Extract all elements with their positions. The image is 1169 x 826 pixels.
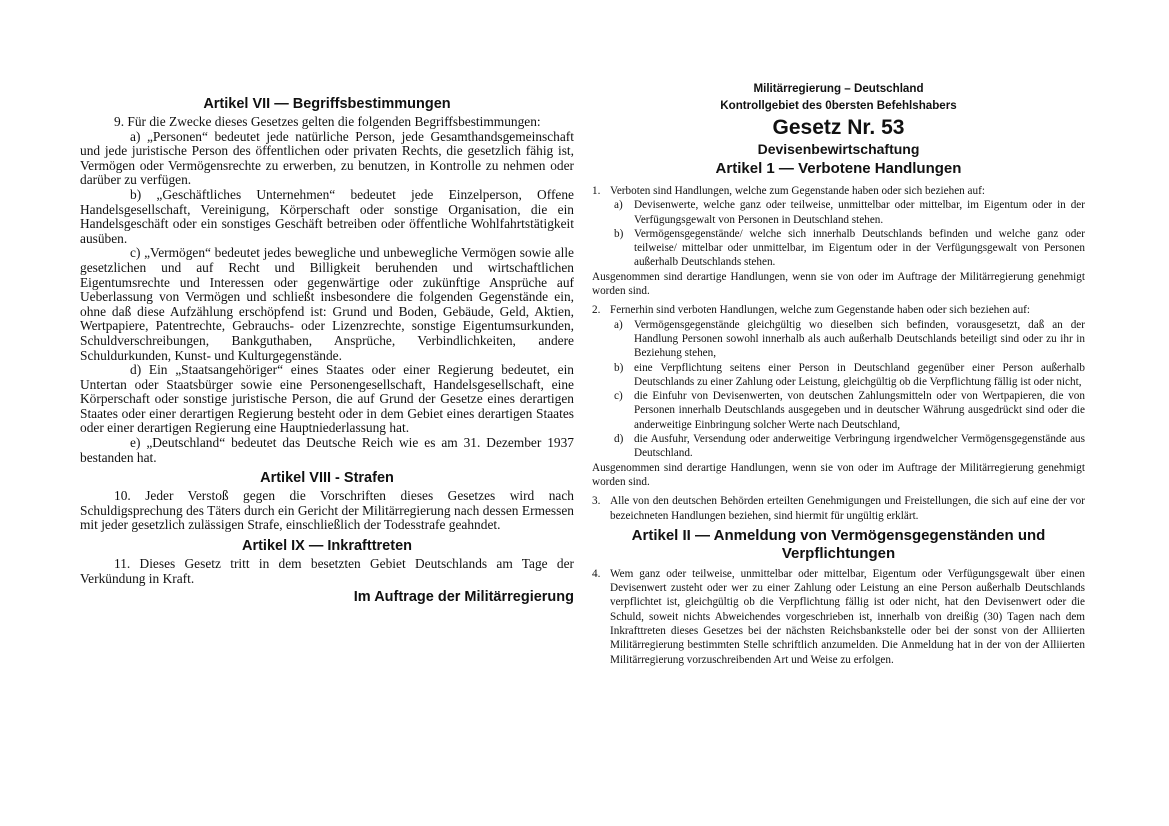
definition-b: b) „Geschäftliches Unternehmen“ bedeutet jede Einzelperson, Offene Handelsgesellschaft, Vereinigung, Körperschaft oder sonstige Organisation, die ein Handelsgeschäft oder ein sonstiges Geschäft betreiben oder öffentliche Wohlfahrtstätigkeit ausüben. [80, 186, 574, 246]
paragraph-1-exception: Ausgenommen sind derartige Handlungen, wenn sie von oder im Auftrage der Militärregierung genehmigt worden sind. [592, 270, 1085, 298]
article-9-heading: Artikel IX — Inkrafttreten [241, 538, 412, 555]
paragraph-1-item-a [614, 198, 1085, 227]
paragraph-2-item-c [614, 389, 1085, 432]
definition-a: a) „Personen“ bedeutet jede natürliche Person, jede Gesamthandsgemeinschaft und jede juristische Person des öffentlichen oder privaten Rechts, die gesetzlich fähig ist, Vermögen oder Vermögensrechte zu erwerben, zu benutzen, in Kontrolle zu nehmen oder darüber zu verfügen. [80, 128, 574, 188]
item-text: die Ausfuhr, Versendung oder anderweitige Verbringung irgendwelcher Vermögensgegenstände aus Deutschland. [634, 433, 1085, 460]
definition-c: c) „Vermögen“ bedeutet jedes bewegliche und unbewegliche Vermögen sowie alle gesetzlichen und auf Recht und Billigkeit beruhenden und wirtschaftlichen Eigentumsrechte und Interessen oder gegenwärtige oder zukünftige Ansprüche auf Ueberlassung von Vermögen und schließt insbesondere die folgenden Gegenstände ein, ohne daß diese Aufzählung erschöpfend ist: Grund und Boden, Gebäude, Geld, Aktien, Wertpapiere, Patentrechte, Gebrauchs- oder Lizenzrechte, sonstige Eigentumsurkunden, Schuldverschreibungen, Bankguthaben, Ansprüche, Verbindlichkeiten, andere Schuldurkunden, Kunst- und Kulturgegenstände. [80, 245, 574, 363]
paragraph-9-intro: 9. Für die Zwecke dieses Gesetzes gelten die folgenden Begriffsbestimmungen: [114, 114, 541, 129]
article-1-heading: Artikel 1 — Verbotene Handlungen [715, 160, 962, 177]
law-title: Gesetz Nr. 53 [772, 116, 905, 139]
paragraph-3-number: 3. [592, 495, 601, 508]
paragraph-1-number: 1. [592, 185, 601, 197]
item-label: c) [614, 390, 623, 403]
item-label: b) [614, 361, 624, 374]
paragraph-3-text: Alle von den deutschen Behörden erteilten Genehmigungen und Freistellungen, die sich auf eine der vor bezeichneten Handlungen beziehen, sind hiermit für ungültig erklärt. [610, 495, 1085, 522]
paragraph-2-item-d [614, 432, 1085, 461]
paragraph-2-item-a [614, 318, 1085, 361]
paragraph-4-text: Wem ganz oder teilweise, unmittelbar oder mittelbar, Eigentum oder Verfügungsgewalt über einen Devisenwert zusteht oder wer zu einer Zahlung oder Leistung an eine Person außerhalb Deutschlands verpflichtet ist, gleichgültig ob die Verpflichtung fällig ist oder nicht, hat den Devisenwert oder die Schuld, soweit nichts Abweichendes vorgeschrieben ist, innerhalb von dreißig (30) Tagen nach dem Inkrafttreten dieses Gesetzes bei der nächsten Reichsbankstelle oder bei der sonst von der Alliierten Militärregierung bestimmten Stelle schriftlich anzumelden. Die Anmeldung hat in der von der Alliierten Militärregierung vorzuschreibenden Art und Weise zu erfolgen. [610, 567, 1085, 666]
item-label: d) [614, 433, 624, 446]
paragraph-2-item-b [614, 361, 1085, 390]
header-control-area: Kontrollgebiet des 0bersten Befehlshabers [720, 99, 957, 112]
article-2-heading: Artikel II — Anmeldung von Vermögensgegenständen und Verpflichtungen [631, 526, 1046, 562]
article-8-heading: Artikel VIII - Strafen [260, 470, 394, 487]
paragraph-11: 11. Dieses Gesetz tritt in dem besetzten Gebiet Deutschlands am Tage der Verkündung in Kraft. [80, 556, 574, 586]
item-label: a) [614, 199, 623, 212]
signature-line: Im Auftrage der Militärregierung [353, 589, 574, 606]
header-military-government: Militärregierung – Deutschland [753, 82, 924, 95]
paragraph-2 [592, 303, 1085, 317]
article-7-heading: Artikel VII — Begriffsbestimmungen [203, 96, 451, 112]
law-subtitle: Devisenbewirtschaftung [757, 141, 920, 157]
definition-d: d) Ein „Staatsangehöriger“ eines Staates oder einer Regierung bedeutet, ein Untertan oder Staatsbürger sowie eine Personengesellschaft, Handelsgesellschaft, eine Körperschaft oder sonstige juristische Person, die auf Grund der Gesetze eines derartigen Staates oder einer derartigen Regierung besteht oder in dem Gebiet eines derartigen Staates oder einer derartigen Regierung eine Hauptniederlassung hat. [80, 362, 574, 436]
paragraph-10: 10. Jeder Verstoß gegen die Vorschriften dieses Gesetzes wird nach Schuldigsprechung des Täters durch ein Gericht der Militärregierung nach dessen Ermessen mit jeder gesetzlich zulässigen Strafe, einschließlich der Todesstrafe geahndet. [80, 488, 574, 533]
right-column [592, 80, 1085, 667]
paragraph-3 [592, 494, 1085, 523]
paragraph-2-exception: Ausgenommen sind derartige Handlungen, wenn sie von oder im Auftrage der Militärregierung genehmigt worden sind. [592, 461, 1085, 488]
paragraph-2-number: 2. [592, 304, 601, 317]
item-text: die Einfuhr von Devisenwerten, von deutschen Zahlungsmitteln oder von Wertpapieren, die von Personen innerhalb Deutschlands ausgegeben und in deutscher Währung ausgedrückt sind oder die anderweitige Einbringung solcher Werte nach Deutschland, [634, 390, 1085, 431]
definition-e: e) „Deutschland“ bedeutet das Deutsche Reich wie es am 31. Dezember 1937 bestanden hat. [80, 435, 574, 465]
paragraph-1 [592, 184, 1085, 198]
paragraph-4-number: 4. [592, 567, 601, 580]
item-text: eine Verpflichtung seitens einer Person in Deutschland gegenüber einer Person außerhalb Deutschlands zu einer Zahlung oder Leistung, gleichgültig ob die Verpflichtung fällig ist oder nicht, [634, 361, 1085, 388]
paragraph-2-text: Fernerhin sind verboten Handlungen, welche zum Gegenstande haben oder sich beziehen auf: [610, 304, 1031, 317]
item-text: Devisenwerte, welche ganz oder teilweise, unmittelbar oder mittelbar, im Eigentum oder in der Verfügungsgewalt von Personen in Deutschland stehen. [634, 199, 1085, 226]
paragraph-1-text: Verboten sind Handlungen, welche zum Gegenstande haben oder sich beziehen auf: [610, 185, 985, 197]
item-text: Vermögensgegenstände gleichgültig wo dieselben sich befinden, vorausgesetzt, daß an der Handlung Personen sowohl innerhalb als auch außerhalb Deutschlands beteiligt sind oder zu ihr in Beziehung stehen, [634, 318, 1085, 360]
item-text: Vermögensgegenstände/ welche sich innerhalb Deutschlands befinden und welche ganz oder teilweise/ mittelbar oder unmittelbar, im Eigentum oder in der Verfügungsgewalt von Personen außerhalb Deutschlands stehen. [634, 227, 1085, 269]
paragraph-1-item-b [614, 227, 1085, 270]
item-label: b) [614, 227, 624, 240]
left-column [80, 96, 574, 605]
item-label: a) [614, 318, 623, 331]
paragraph-4 [592, 567, 1085, 667]
